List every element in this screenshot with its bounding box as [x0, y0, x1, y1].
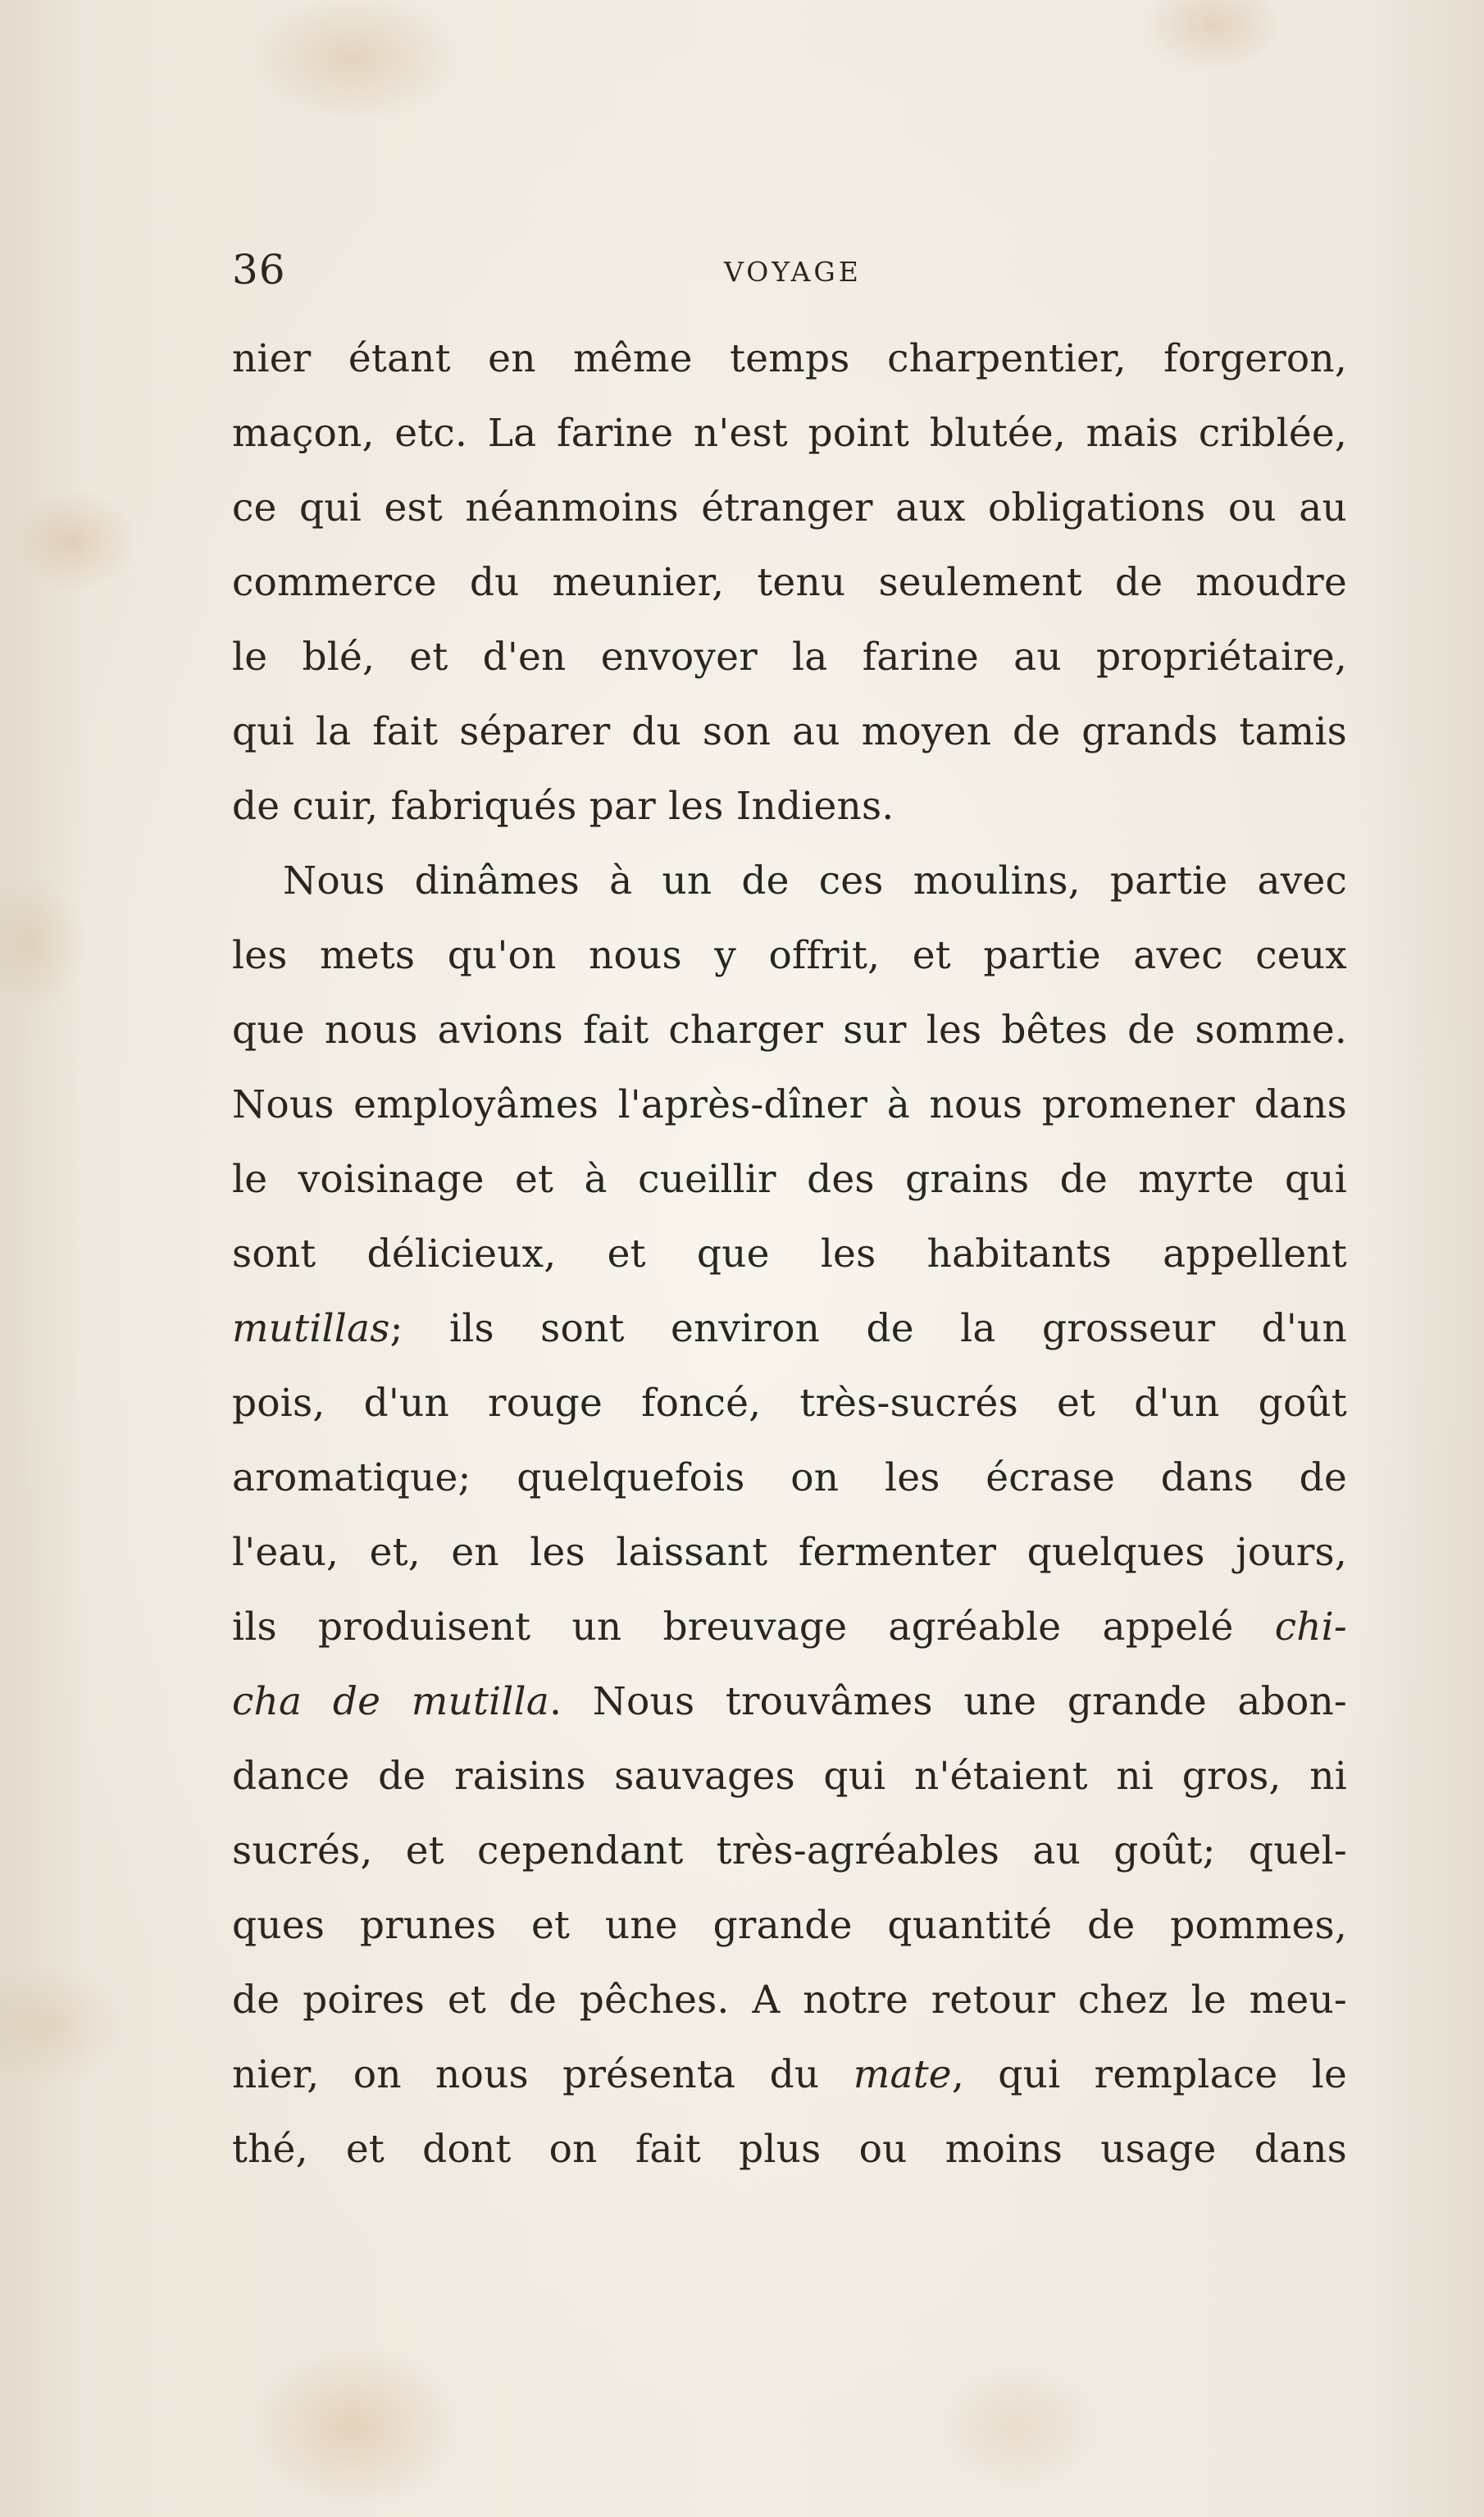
text-line: [232, 1664, 1347, 1739]
line-lead: nier, on nous présenta du: [232, 2052, 854, 2097]
text-line: le voisinage et à cueillir des grains de myrte qui: [232, 1157, 1347, 1202]
text-line: thé, et dont on fait plus ou moins usage dans: [232, 2127, 1347, 2172]
text-line: de cuir, fabriqués par les Indiens.: [232, 784, 894, 829]
line-lead: ils produisent un breuvage agréable appelé: [232, 1604, 1275, 1650]
line-rest: . Nous trouvâmes une grande abon-: [549, 1679, 1347, 1724]
italic-term: mutillas: [232, 1306, 390, 1351]
text-line: l'eau, et, en les laissant fermenter quelques jours,: [232, 1530, 1347, 1575]
text-line: qui la fait séparer du son au moyen de grands tamis: [232, 709, 1347, 754]
text-line: maçon, etc. La farine n'est point blutée, mais criblée,: [232, 411, 1347, 456]
text-line: [232, 1590, 1347, 1664]
running-title: VOYAGE: [724, 256, 862, 288]
text-line: pois, d'un rouge foncé, très-sucrés et d'un goût: [232, 1381, 1347, 1426]
text-line: sont délicieux, et que les habitants appellent: [232, 1231, 1347, 1277]
italic-term: cha de mutilla: [232, 1679, 549, 1724]
body-text: [232, 321, 1347, 2187]
text-line: les mets qu'on nous y offrit, et partie avec ceux: [232, 933, 1347, 978]
text-line: ce qui est néanmoins étranger aux obligations ou au: [232, 485, 1347, 530]
text-line: de poires et de pêches. A notre retour chez le meu-: [232, 1978, 1347, 2023]
paragraph-start-line: Nous dinâmes à un de ces moulins, partie avec: [283, 858, 1347, 903]
line-rest: ; ils sont environ de la grosseur d'un: [389, 1306, 1347, 1351]
text-line: [232, 1291, 1347, 1366]
italic-term: chi-: [1274, 1604, 1347, 1650]
text-line: que nous avions fait charger sur les bêtes de somme.: [232, 1008, 1347, 1053]
text-line: sucrés, et cependant très-agréables au goût; quel-: [232, 1828, 1347, 1873]
italic-term: mate: [853, 2052, 952, 2097]
line-rest: , qui remplace le: [951, 2052, 1347, 2097]
text-line: ques prunes et une grande quantité de pommes,: [232, 1903, 1347, 1948]
text-line: dance de raisins sauvages qui n'étaient ni gros, ni: [232, 1754, 1347, 1799]
text-line: Nous employâmes l'après-dîner à nous promener dans: [232, 1082, 1347, 1127]
page-number: 36: [232, 246, 286, 294]
text-line: commerce du meunier, tenu seulement de moudre: [232, 560, 1347, 605]
text-line: aromatique; quelquefois on les écrase dans de: [232, 1455, 1347, 1500]
text-line: nier étant en même temps charpentier, forgeron,: [232, 336, 1347, 381]
text-line: [232, 2037, 1347, 2112]
running-head: [232, 246, 1347, 295]
text-line: le blé, et d'en envoyer la farine au propriétaire,: [232, 635, 1347, 680]
